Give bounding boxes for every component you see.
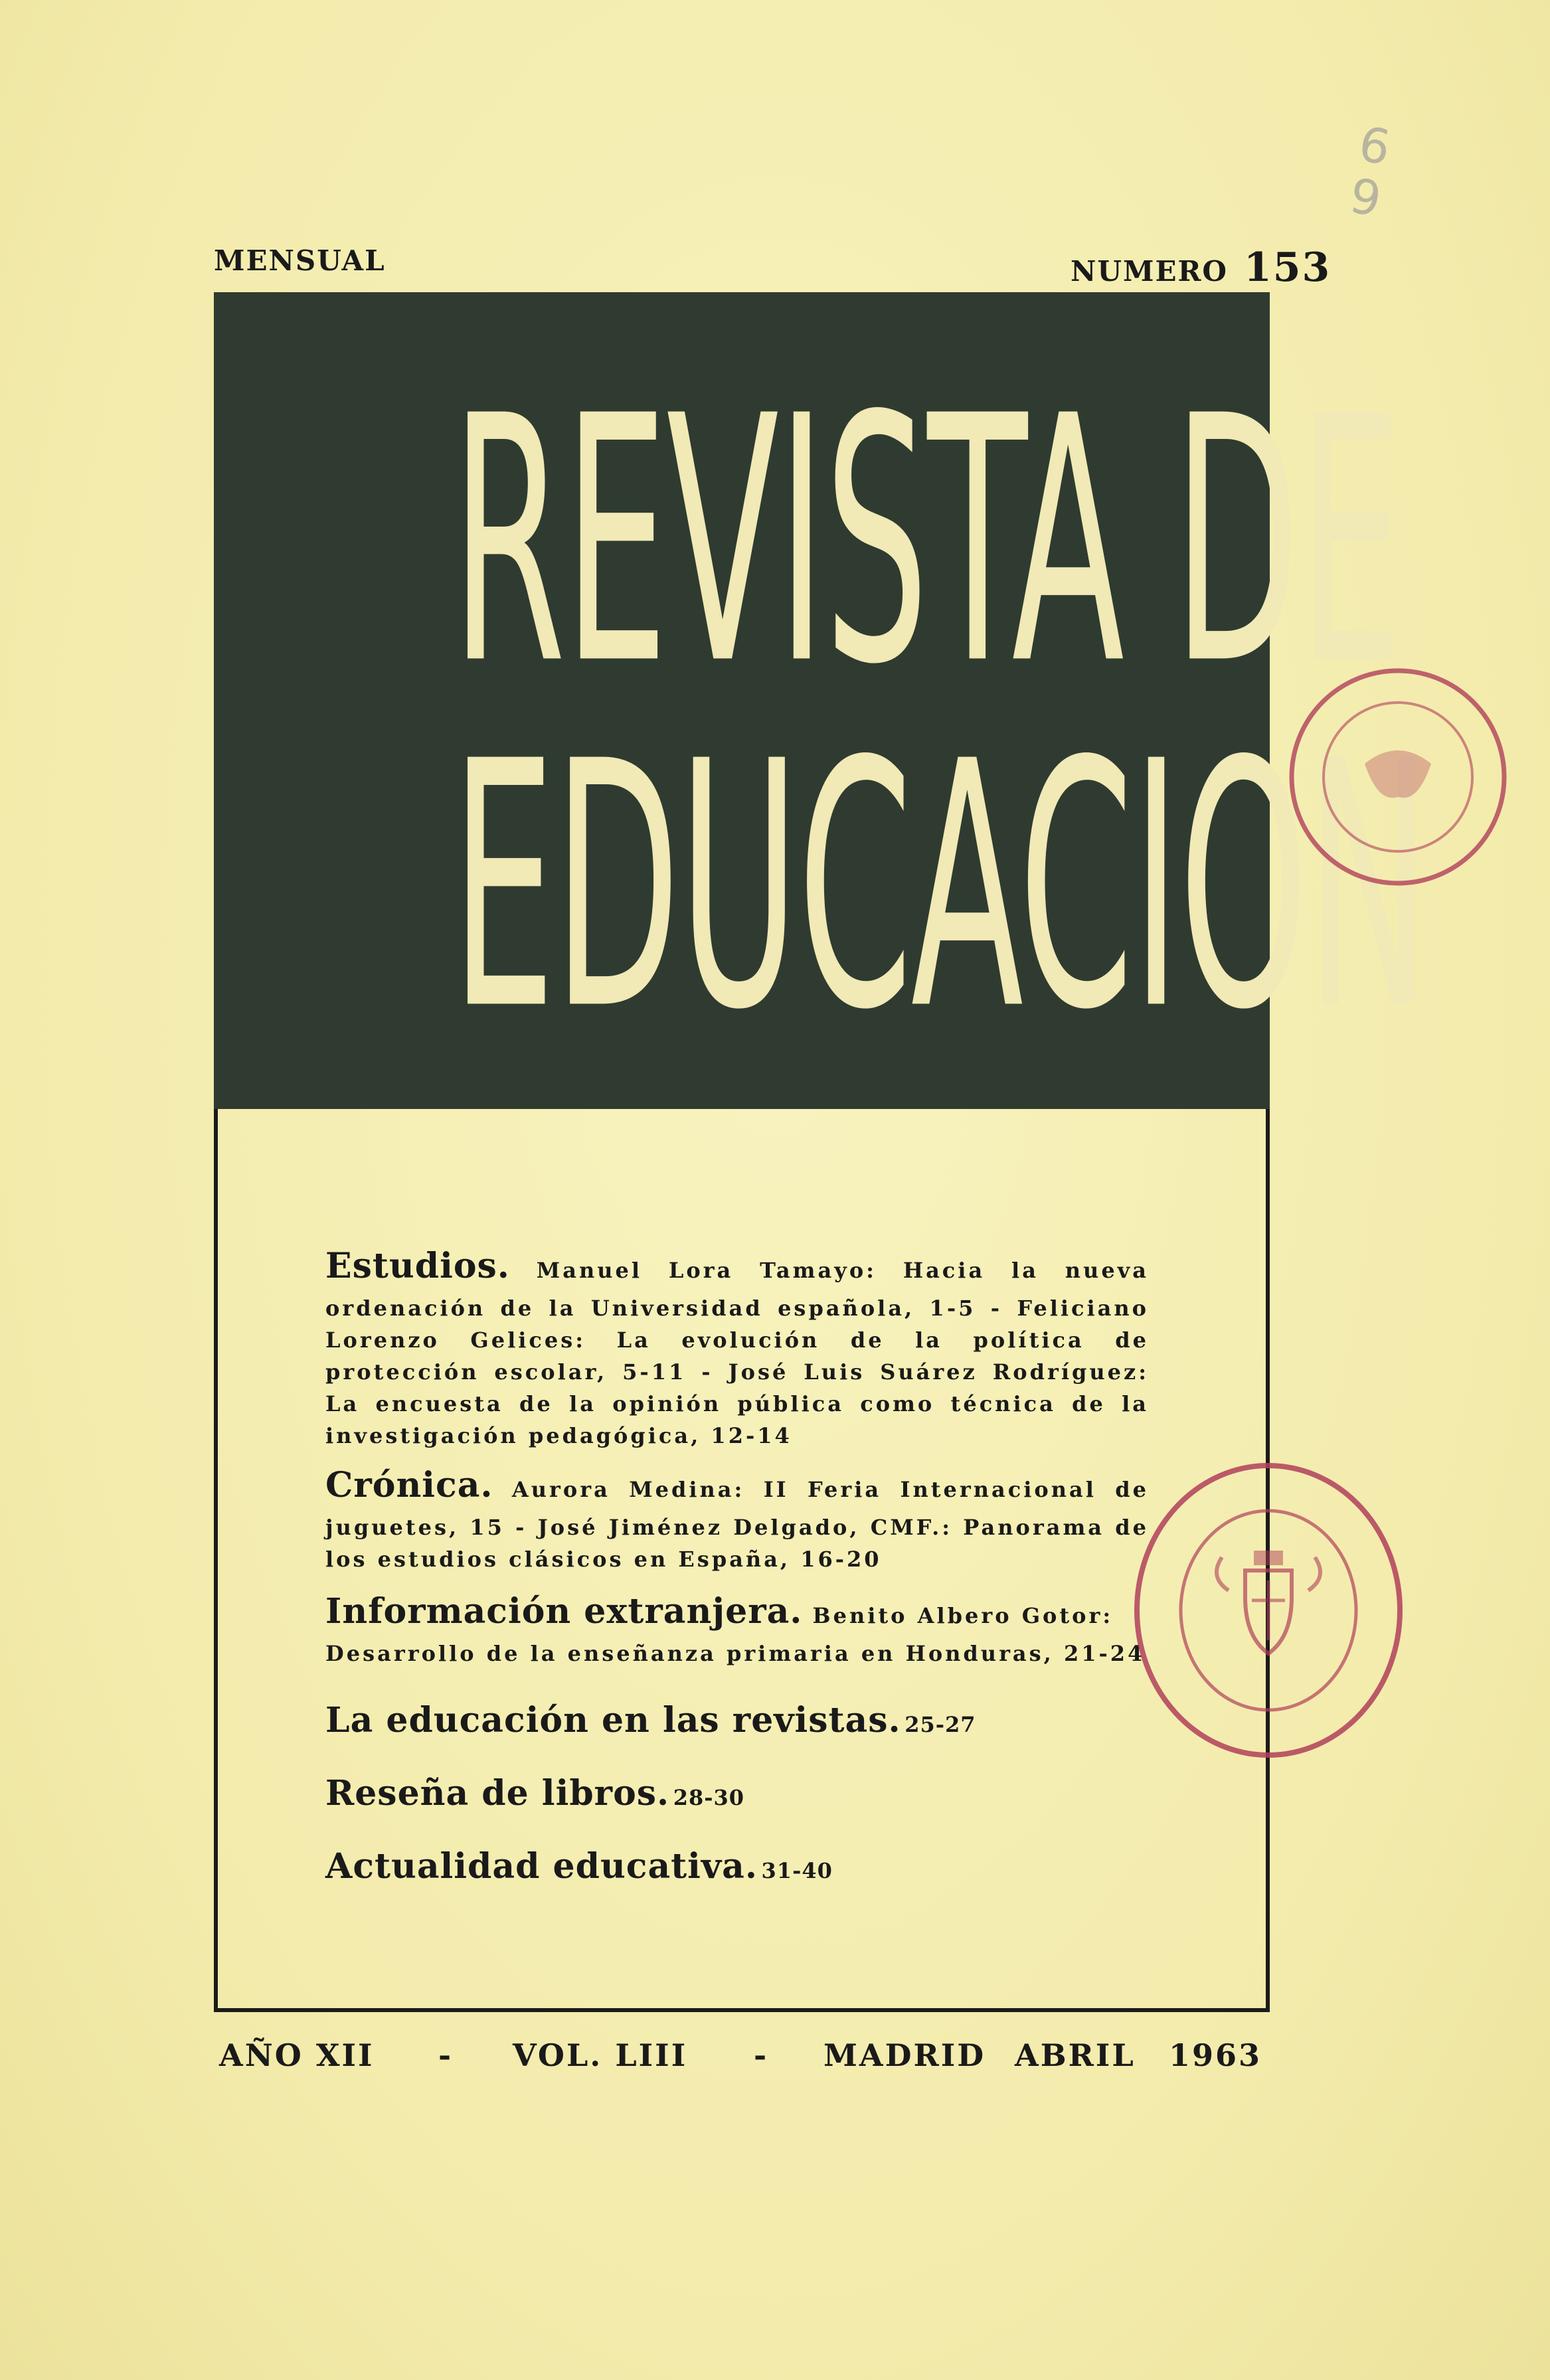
section-heading: Reseña de libros. bbox=[325, 1773, 670, 1814]
section-cronica bbox=[325, 1460, 1149, 1575]
title-banner bbox=[214, 292, 1428, 1109]
section-heading: Información extranjera. bbox=[325, 1591, 803, 1632]
section-informacion bbox=[325, 1586, 1149, 1669]
title-line-1: REVISTA DE bbox=[451, 344, 1401, 738]
footer-city: MADRID bbox=[823, 2037, 986, 2073]
institute-stamp-icon bbox=[1129, 1458, 1408, 1763]
title-line-2: EDUCACION bbox=[451, 689, 1428, 1084]
section-revistas bbox=[325, 1700, 1149, 1741]
section-libros bbox=[325, 1773, 1149, 1814]
section-pages: 28-30 bbox=[673, 1785, 745, 1810]
library-stamp-icon bbox=[1285, 664, 1511, 890]
section-text: Aurora Medina: II Feria Internacional de juguetes, 15 - José Jiménez Delgado, CMF.: Panorama de los estudios clásicos en España, 16-20 bbox=[325, 1477, 1150, 1572]
section-pages: 25-27 bbox=[904, 1712, 976, 1737]
section-actualidad bbox=[325, 1846, 1149, 1887]
section-text: Benito Albero Gotor: Desarrollo de la enseñanza primaria en Honduras, 21-24 bbox=[325, 1603, 1146, 1666]
pencil-note: 6 9 bbox=[1345, 116, 1395, 228]
footer-month: ABRIL bbox=[1015, 2037, 1136, 2073]
footer-year: 1963 bbox=[1169, 2037, 1262, 2073]
section-pages: 31-40 bbox=[761, 1858, 833, 1883]
issue-number-label: NUMERO bbox=[1071, 255, 1229, 288]
footer-separator: - bbox=[438, 2037, 454, 2073]
section-heading: Crónica. bbox=[325, 1465, 493, 1505]
footer-year-number: AÑO XII bbox=[219, 2037, 375, 2073]
frequency-label: MENSUAL bbox=[214, 244, 386, 277]
section-heading: Actualidad educativa. bbox=[325, 1846, 758, 1887]
issue-number-value: 153 bbox=[1244, 244, 1332, 291]
footer-separator: - bbox=[754, 2037, 769, 2073]
issue-number bbox=[1071, 244, 1331, 291]
section-text: Manuel Lora Tamayo: Hacia la nueva ordenación de la Universidad española, 1-5 - Feliciano Lorenzo Gelices: La evolución de la política de protección escolar, 5-11 - José Luis Suárez Rodríguez: La encuesta de la opinión pública como técnica de la investigación pedagógica, 12-14 bbox=[325, 1258, 1149, 1448]
section-heading: La educación en las revistas. bbox=[325, 1700, 901, 1741]
section-heading: Estudios. bbox=[325, 1246, 510, 1286]
section-estudios bbox=[325, 1240, 1149, 1452]
footer-volume: VOL. LIII bbox=[513, 2037, 688, 2073]
